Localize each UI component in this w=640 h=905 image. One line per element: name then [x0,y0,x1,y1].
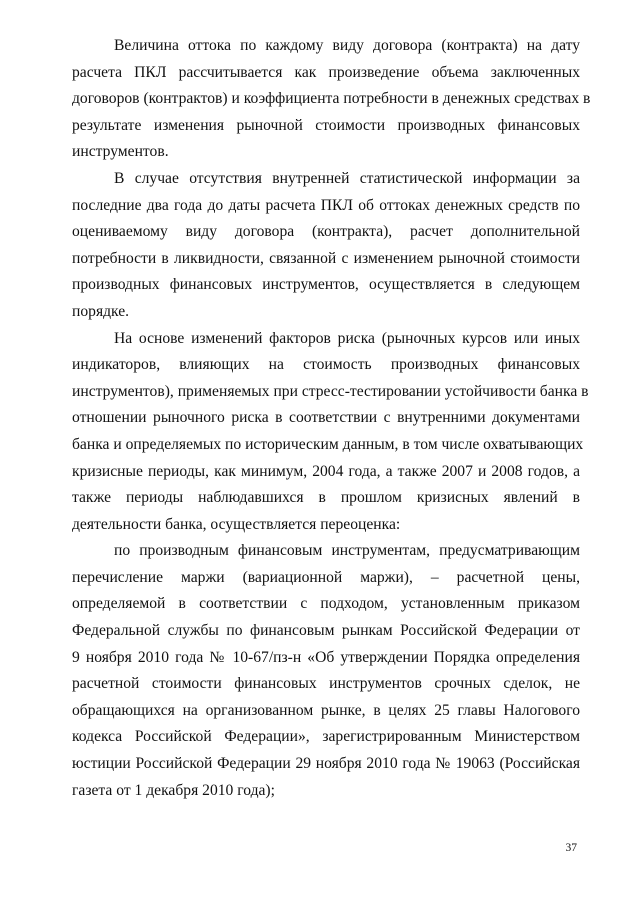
paragraph-outflow-calculation [72,33,591,166]
text-line: потребности в ликвидности, связанной с изменением рыночной стоимости [72,249,580,267]
text-line: оцениваемому виду договора (контракта), расчет дополнительной [72,223,580,241]
text-line: 9 ноября 2010 года № 10-67/пз-н «Об утверждении Порядка определения [72,648,580,666]
text-line: обращающихся на организованном рынке, в целях 25 главы Налогового [72,701,580,719]
text-line: юстиции Российской Федерации 29 ноября 2010 года № 19063 (Российская [72,755,580,773]
text-line: кризисные периоды, как минимум, 2004 года, а также 2007 и 2008 годов, а [72,462,580,480]
paragraph-no-statistics [72,166,580,326]
text-line: В случае отсутствия внутренней статистической информации за [114,169,580,187]
text-line: инструментов. [72,143,169,161]
text-line: перечисление маржи (вариационной маржи), – расчетной цены, [72,568,580,586]
text-line: по производным финансовым инструментам, предусматривающим [114,542,580,560]
text-line: На основе изменений факторов риска (рыночных курсов или иных [114,329,580,347]
text-line: договоров (контрактов) и коэффициента потребности в денежных средствах в [72,90,591,108]
text-line: Величина оттока по каждому виду договора (контракта) на дату [114,37,580,54]
page-number: 37 [565,842,577,854]
text-line: газета от 1 декабря 2010 года); [72,781,275,799]
text-line: банка и определяемых по историческим данным, в том числе охватывающих [72,435,584,453]
text-line: определяемой в соответствии с подходом, установленным приказом [72,595,580,613]
text-line: кодекса Российской Федерации», зарегистрированным Министерством [72,728,580,746]
text-line: инструментов), применяемых при стресс-тестировании устойчивости банка в [72,382,589,400]
text-line: результате изменения рыночной стоимости производных финансовых [72,116,580,134]
text-line: индикаторов, влияющих на стоимость производных финансовых [72,356,580,374]
text-line: расчетной стоимости финансовых инструментов срочных сделок, не [72,675,580,693]
document-body [72,33,591,804]
text-line: расчета ПКЛ рассчитывается как произведение объема заключенных [72,63,580,81]
text-line: Федеральной службы по финансовым рынкам Российской Федерации от [72,622,580,640]
text-line: деятельности банка, осуществляется переоценка: [72,515,401,533]
text-line: производных финансовых инструментов, осуществляется в следующем [72,276,580,294]
paragraph-risk-factors [72,326,589,539]
text-line: также периоды наблюдавшихся в прошлом кризисных явлений в [72,489,580,507]
text-line: последние два года до даты расчета ПКЛ об оттоках денежных средств по [72,196,580,214]
text-line: отношении рыночного риска в соответствии с внутренними документами [72,409,580,427]
text-line: порядке. [72,302,130,320]
paragraph-derivatives-margin [72,538,580,804]
